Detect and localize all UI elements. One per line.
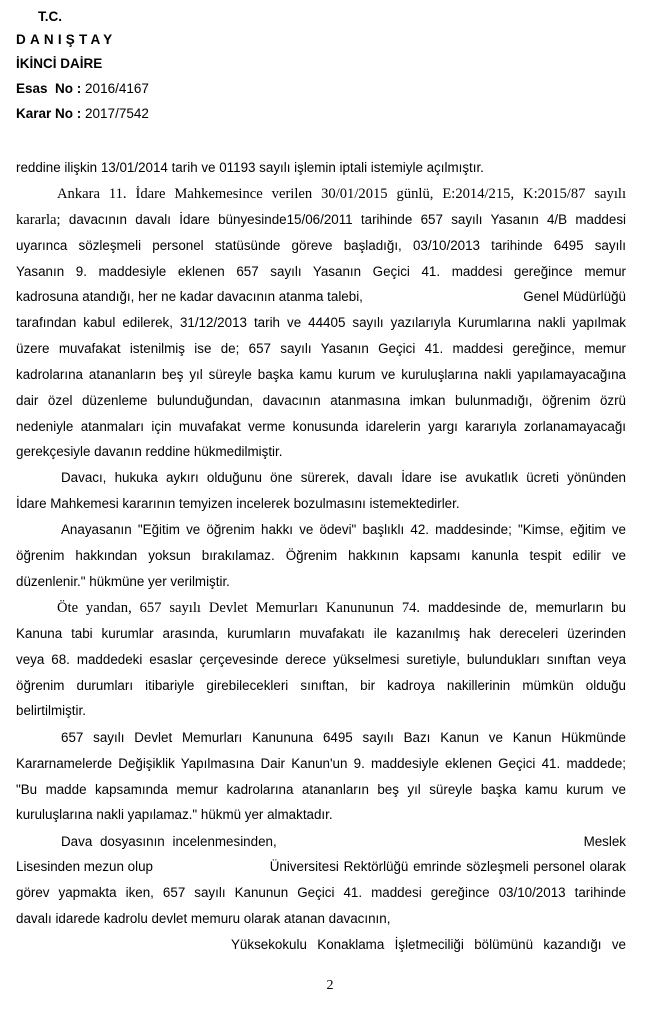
body-line: 657 sayılı Devlet Memurları Kanununa 6495 sayılı Bazı Kanun ve Kanun Hükmünde [61, 730, 626, 745]
body-line: Ankara 11. İdare Mahkemesince verilen 30/01/2015 günlü, E:2014/215, K:2015/87 sayılı [57, 186, 626, 202]
body-text: kararla; [16, 212, 61, 228]
body-line: Kanuna tabi kurumlar arasında, kurumların muvafakatı ile kazanılmış hak dereceleri üzerinden [16, 626, 626, 641]
esas-value: 2016/4167 [85, 81, 149, 96]
body-line: nedeniyle atanmaları için muvafakat verme konusunda idarelerin yargı kararıyla zorlanamayacağı [16, 419, 626, 434]
body-line: üzere muvafakat istenilmiş ise de; 657 sayılı Yasanın Geçici 41. maddesi gereğince, memur [16, 341, 626, 356]
body-line: dair özel düzenleme bulunduğundan, davacının atanmasına imkan bulunmadığı, öğrenim özrü [16, 393, 626, 408]
esas-label: Esas No : [16, 81, 82, 96]
body-text: Dava dosyasının incelenmesinden, [61, 834, 277, 849]
body-text: Öte yandan, 657 sayılı Devlet Memurları Kanununun 74. [57, 600, 421, 616]
court-name: DANIŞTAY [16, 32, 117, 47]
body-line: belirtilmiştir. [16, 703, 86, 718]
body-line: veya 68. maddedeki esaslar çerçevesinde derece yükselmesi suretiyle, bulundukları sınıftan veya [16, 652, 626, 667]
body-line: Davacı, hukuka aykırı olduğunu öne sürerek, davalı İdare ise avukatlık ücreti yönünden [61, 470, 626, 485]
body-line: İdare Mahkemesi kararının temyizen incelerek bozulmasını istemektedirler. [16, 496, 460, 511]
page-number: 2 [326, 978, 334, 993]
body-line: görev yapmakta iken, 657 sayılı Kanunun Geçici 41. maddesi gereğince 03/10/2013 tarihinde [16, 885, 626, 900]
body-text: maddesinde de, memurların bu [428, 600, 626, 615]
body-text: Üniversitesi Rektörlüğü emrinde sözleşmeli personel olarak [269, 859, 626, 874]
body-line [16, 858, 626, 876]
body-line: uyarınca sözleşmeli personel statüsünde göreve başladığı, 03/10/2013 tarihinde 6495 sayılı [16, 238, 626, 253]
body-line: öğrenim durumları itibariyle girebilecekleri sınıftan, bir kadroya nakillerinin mümkün olduğu [16, 678, 626, 693]
body-text: kadrosuna atandığı, her ne kadar davacının atanma talebi, [16, 289, 363, 304]
body-line: Kararnamelerde Değişiklik Yapılmasına Dair Kanun'un 9. maddesiyle eklenen Geçici 41. maddede; [16, 756, 626, 771]
body-line: öğrenim hakkından yoksun bırakılamaz. Öğrenim hakkının kapsamı kanunla tespit edilir ve [16, 548, 626, 563]
karar-value: 2017/7542 [85, 106, 149, 121]
body-line: reddine ilişkin 13/01/2014 tarih ve 01193 sayılı işlemin iptali istemiyle açılmıştır. [16, 160, 484, 175]
body-line: kadrolarına atananların beş yıl süreyle başka kamu kurum ve kuruluşlarına nakli yapılamayacağına [16, 367, 626, 382]
body-line [16, 288, 626, 306]
header-tc: T.C. [38, 9, 63, 24]
body-line [57, 599, 626, 617]
chamber-name: İKİNCİ DAİRE [16, 56, 103, 71]
body-line: gerekçesiyle davanın reddine hükmedilmiştir. [16, 444, 283, 459]
body-text: Genel Müdürlüğü [523, 289, 626, 304]
body-line [16, 211, 626, 229]
body-text: davacının davalı İdare bünyesinde15/06/2011 tarihinde 657 sayılı Yasanın 4/B maddesi [68, 212, 626, 227]
body-line: kuruluşlarına nakli yapılamaz." hükmü yer almaktadır. [16, 807, 333, 822]
body-line [61, 833, 626, 851]
body-line: düzenlenir." hükmüne yer verilmiştir. [16, 574, 230, 589]
esas-number [16, 81, 149, 97]
body-line: Anayasanın "Eğitim ve öğrenim hakkı ve ödevi" başlıklı 42. maddesinde; "Kimse, eğitim ve [61, 522, 626, 537]
body-text: Meslek [583, 834, 626, 849]
body-line: "Bu madde kapsamında memur kadrolarına atananların beş yıl süreyle başka kamu kurum ve [16, 782, 626, 797]
body-line: davalı idarede kadrolu devlet memuru olarak atanan davacının, [16, 911, 391, 926]
body-line: Yüksekokulu Konaklama İşletmeciliği bölümünü kazandığı ve [231, 937, 626, 952]
karar-number [16, 106, 149, 122]
body-line: Yasanın 9. maddesiyle eklenen 657 sayılı Yasanın Geçici 41. maddesi gereğince memur [16, 264, 626, 279]
body-text: Lisesinden mezun olup [16, 859, 153, 874]
karar-label: Karar No : [16, 106, 82, 121]
body-line: tarafından kabul edilerek, 31/12/2013 tarih ve 44405 sayılı yazılarıyla Kurumlarına nakli yapılmak [16, 315, 626, 330]
